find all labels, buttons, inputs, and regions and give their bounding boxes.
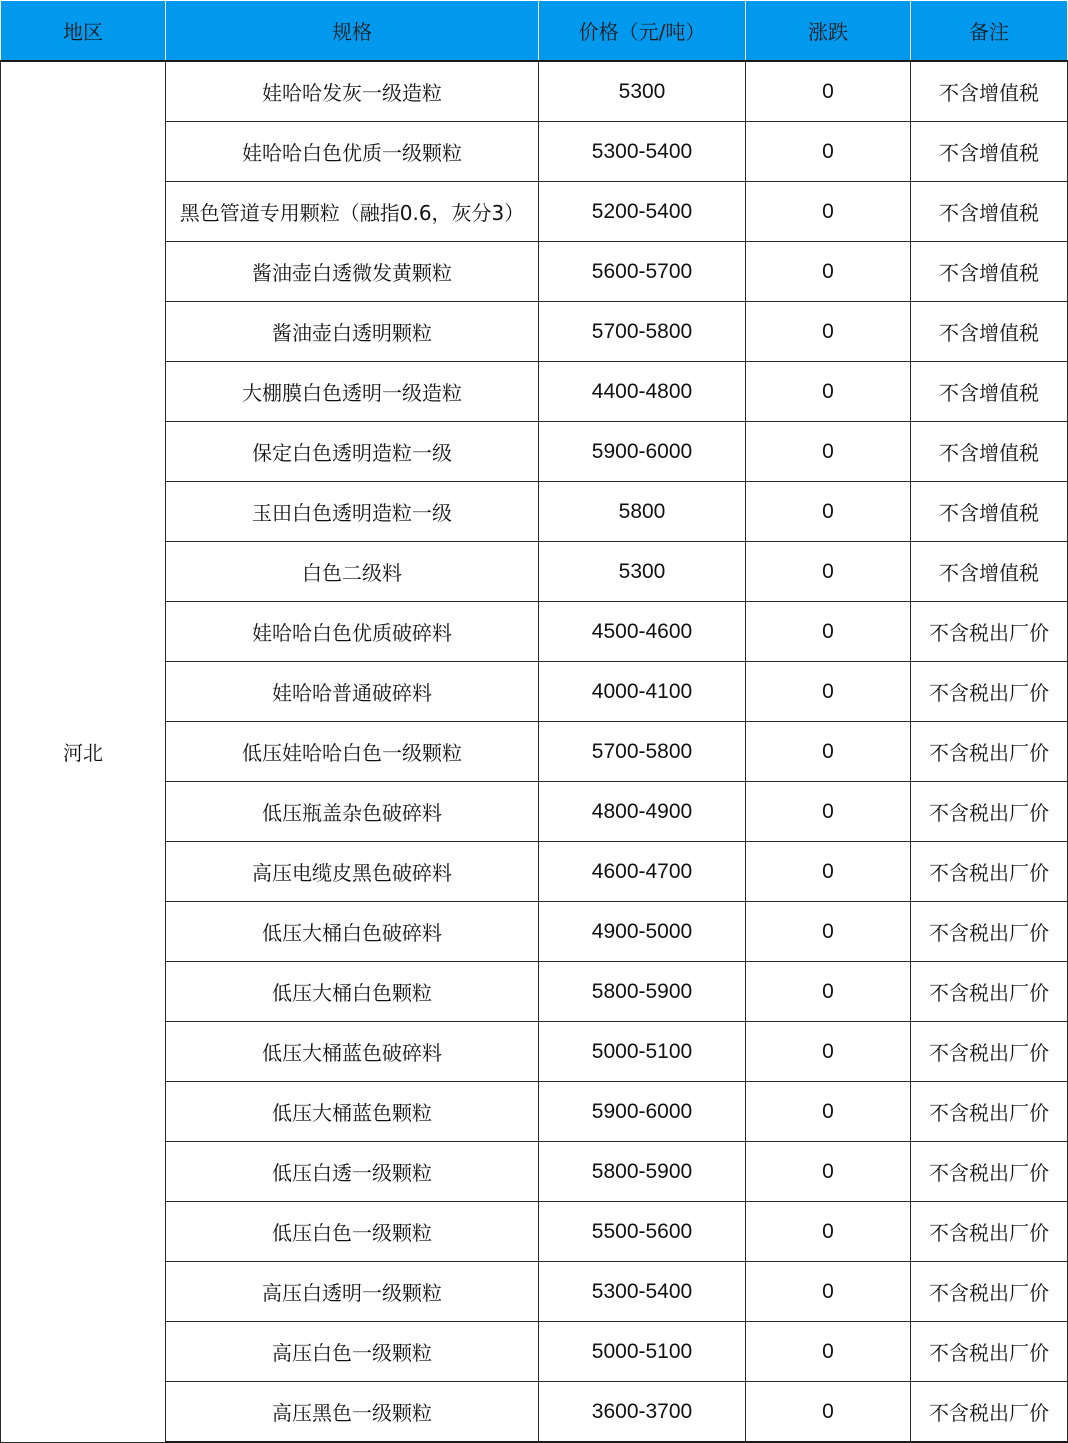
header-row	[1, 1, 1068, 62]
spec-cell: 低压大桶白色颗粒	[166, 962, 539, 1022]
region-cell: 河北	[1, 61, 166, 1442]
price-cell: 4000-4100	[539, 662, 746, 722]
change-cell: 0	[746, 1082, 911, 1142]
note-cell: 不含税出厂价	[911, 1382, 1068, 1443]
spec-cell: 玉田白色透明造粒一级	[166, 482, 539, 542]
note-cell: 不含税出厂价	[911, 1022, 1068, 1082]
note-cell: 不含增值税	[911, 242, 1068, 302]
note-cell: 不含税出厂价	[911, 1142, 1068, 1202]
note-cell: 不含增值税	[911, 422, 1068, 482]
spec-cell: 低压娃哈哈白色一级颗粒	[166, 722, 539, 782]
price-cell: 5900-6000	[539, 1082, 746, 1142]
header-note: 备注	[911, 1, 1068, 62]
price-cell: 5600-5700	[539, 242, 746, 302]
price-cell: 3600-3700	[539, 1382, 746, 1443]
change-cell: 0	[746, 362, 911, 422]
note-cell: 不含税出厂价	[911, 782, 1068, 842]
change-cell: 0	[746, 422, 911, 482]
price-cell: 5300	[539, 61, 746, 122]
spec-cell: 保定白色透明造粒一级	[166, 422, 539, 482]
table-body	[1, 61, 1068, 1442]
note-cell: 不含增值税	[911, 302, 1068, 362]
note-cell: 不含税出厂价	[911, 842, 1068, 902]
note-cell: 不含增值税	[911, 182, 1068, 242]
price-cell: 5300-5400	[539, 122, 746, 182]
change-cell: 0	[746, 962, 911, 1022]
spec-cell: 低压白色一级颗粒	[166, 1202, 539, 1262]
change-cell: 0	[746, 842, 911, 902]
note-cell: 不含税出厂价	[911, 1262, 1068, 1322]
price-cell: 4400-4800	[539, 362, 746, 422]
table-row	[1, 61, 1068, 122]
change-cell: 0	[746, 1322, 911, 1382]
change-cell: 0	[746, 782, 911, 842]
header-change: 涨跌	[746, 1, 911, 62]
spec-cell: 低压大桶蓝色颗粒	[166, 1082, 539, 1142]
price-cell: 5300	[539, 542, 746, 602]
spec-cell: 大棚膜白色透明一级造粒	[166, 362, 539, 422]
price-cell: 5500-5600	[539, 1202, 746, 1262]
change-cell: 0	[746, 662, 911, 722]
spec-cell: 高压电缆皮黑色破碎料	[166, 842, 539, 902]
spec-cell: 娃哈哈普通破碎料	[166, 662, 539, 722]
spec-cell: 低压瓶盖杂色破碎料	[166, 782, 539, 842]
change-cell: 0	[746, 722, 911, 782]
note-cell: 不含税出厂价	[911, 1082, 1068, 1142]
change-cell: 0	[746, 61, 911, 122]
header-price: 价格（元/吨）	[539, 1, 746, 62]
note-cell: 不含增值税	[911, 61, 1068, 122]
note-cell: 不含税出厂价	[911, 1202, 1068, 1262]
spec-cell: 娃哈哈白色优质破碎料	[166, 602, 539, 662]
spec-cell: 酱油壶白透微发黄颗粒	[166, 242, 539, 302]
price-cell: 5800	[539, 482, 746, 542]
spec-cell: 低压白透一级颗粒	[166, 1142, 539, 1202]
note-cell: 不含税出厂价	[911, 722, 1068, 782]
price-cell: 5900-6000	[539, 422, 746, 482]
spec-cell: 酱油壶白透明颗粒	[166, 302, 539, 362]
spec-cell: 高压白透明一级颗粒	[166, 1262, 539, 1322]
change-cell: 0	[746, 482, 911, 542]
change-cell: 0	[746, 1142, 911, 1202]
change-cell: 0	[746, 1202, 911, 1262]
price-cell: 5000-5100	[539, 1022, 746, 1082]
note-cell: 不含增值税	[911, 542, 1068, 602]
price-cell: 5700-5800	[539, 722, 746, 782]
spec-cell: 白色二级料	[166, 542, 539, 602]
price-cell: 4800-4900	[539, 782, 746, 842]
change-cell: 0	[746, 302, 911, 362]
spec-cell: 低压大桶蓝色破碎料	[166, 1022, 539, 1082]
note-cell: 不含增值税	[911, 122, 1068, 182]
price-cell: 4500-4600	[539, 602, 746, 662]
spec-cell: 黑色管道专用颗粒（融指0.6，灰分3）	[166, 182, 539, 242]
spec-cell: 娃哈哈白色优质一级颗粒	[166, 122, 539, 182]
note-cell: 不含税出厂价	[911, 602, 1068, 662]
price-cell: 4600-4700	[539, 842, 746, 902]
note-cell: 不含税出厂价	[911, 1322, 1068, 1382]
note-cell: 不含税出厂价	[911, 662, 1068, 722]
note-cell: 不含税出厂价	[911, 902, 1068, 962]
header-spec: 规格	[166, 1, 539, 62]
change-cell: 0	[746, 1022, 911, 1082]
spec-cell: 低压大桶白色破碎料	[166, 902, 539, 962]
change-cell: 0	[746, 542, 911, 602]
change-cell: 0	[746, 182, 911, 242]
price-cell: 5200-5400	[539, 182, 746, 242]
change-cell: 0	[746, 242, 911, 302]
price-cell: 5300-5400	[539, 1262, 746, 1322]
table-header	[1, 1, 1068, 62]
note-cell: 不含增值税	[911, 362, 1068, 422]
price-cell: 5800-5900	[539, 1142, 746, 1202]
change-cell: 0	[746, 1262, 911, 1322]
change-cell: 0	[746, 1382, 911, 1443]
spec-cell: 高压黑色一级颗粒	[166, 1382, 539, 1443]
price-cell: 5000-5100	[539, 1322, 746, 1382]
price-cell: 4900-5000	[539, 902, 746, 962]
change-cell: 0	[746, 122, 911, 182]
change-cell: 0	[746, 902, 911, 962]
spec-cell: 娃哈哈发灰一级造粒	[166, 61, 539, 122]
price-cell: 5800-5900	[539, 962, 746, 1022]
change-cell: 0	[746, 602, 911, 662]
price-cell: 5700-5800	[539, 302, 746, 362]
note-cell: 不含税出厂价	[911, 962, 1068, 1022]
header-region: 地区	[1, 1, 166, 62]
spec-cell: 高压白色一级颗粒	[166, 1322, 539, 1382]
note-cell: 不含增值税	[911, 482, 1068, 542]
